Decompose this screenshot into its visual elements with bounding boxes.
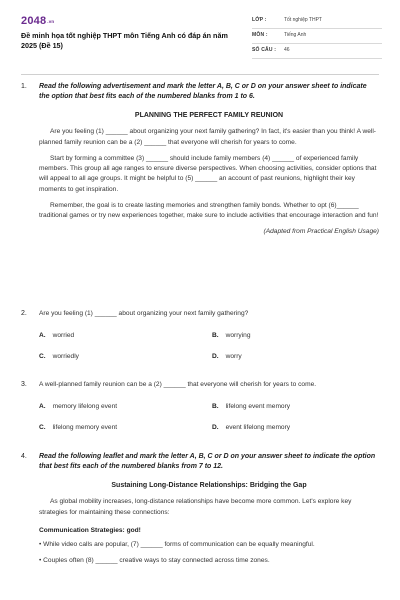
meta-row-question-count [252,44,382,59]
option-b[interactable] [212,331,251,341]
question-number: 4. [21,453,27,460]
option-b[interactable] [212,402,290,412]
passage-paragraph: Start by forming a committee (3) ______ should include family members (4) ______ of experienced family members. This group all age ranges to ensure diverse perspectives. When choosing activities, consider options that will appeal to all age groups. It might be helpful to (5) ______ an account of past reunions, highlight their key moments to get inspiration. [39,154,377,193]
option-letter: A. [39,331,46,339]
question-body [39,309,379,369]
logo-text: 2048 [21,15,47,27]
answer-options [39,331,379,369]
question-body [39,452,379,571]
option-letter: B. [212,402,219,410]
option-text: memory lifelong event [52,402,118,410]
answer-options [39,402,379,440]
question-instruction: Read the following advertisement and mark the letter A, B, C or D on your answer sheet to indicate the option that best fits each of the numbered blanks from 1 to 6. [39,83,367,101]
option-a[interactable] [39,402,117,412]
logo-suffix: .vn [47,19,55,24]
question-number: 2. [21,310,27,317]
option-letter: B. [212,331,219,339]
option-letter: C. [39,423,46,431]
passage-title: PLANNING THE PERFECT FAMILY REUNION [134,112,284,120]
meta-value: Tiếng Anh [284,32,307,39]
option-a[interactable] [39,331,74,341]
passage-paragraph: Are you feeling (1) ______ about organizing your next family gathering? In fact, it's easier than you think! A well-planned family reunion can be a (2) ______ that everyone will cherish for years to come. [39,128,377,146]
option-text: lifelong memory event [52,423,118,431]
option-d[interactable] [212,352,242,362]
bullet-item: • While video calls are popular, (7) ______ forms of communication can be equally meaningful. [39,541,315,549]
meta-label: SỐ CÂU : [252,47,277,54]
option-text: lifelong event memory [225,402,291,410]
meta-row-class [252,14,382,29]
question-stem: Are you feeling (1) ______ about organizing your next family gathering? [39,310,249,317]
document-title: Đề minh họa tốt nghiệp THPT môn Tiếng Anh có đáp án năm 2025 (Đề 15) [21,31,228,50]
option-letter: A. [39,402,46,410]
question-stem: A well-planned family reunion can be a (2) ______ that everyone will cherish for years to come. [39,381,317,388]
meta-label: LỚP : [252,17,267,24]
meta-value: 46 [284,47,290,54]
meta-value: Tốt nghiệp THPT [284,17,322,24]
option-c[interactable] [39,352,79,362]
question-instruction: Read the following leaflet and mark the letter A, B, C or D on your answer sheet to indicate the option that best fits each of the numbered blanks from 7 to 12. [39,453,376,471]
option-letter: C. [39,352,46,360]
option-text: worry [225,352,242,360]
passage-source: (Adapted from Practical English Usage) [263,228,379,236]
option-text: event lifelong memory [225,423,291,431]
option-d[interactable] [212,423,290,433]
passage-paragraph: Remember, the goal is to create lasting memories and strengthen family bonds. Whether to opt (6)______ traditional games or try new experiences together, make sure to include activities that encourage interaction and fun! [39,201,379,219]
site-logo[interactable] [21,14,54,30]
meta-label: MÔN : [252,32,268,39]
passage-paragraph: As global mobility increases, long-distance relationships have become more common. Let's explore key strategies for maintaining these connections: [39,498,352,516]
bullet-item: • Couples often (8) ______ creative ways to stay connected across time zones. [39,556,270,564]
option-c[interactable] [39,423,117,433]
question-number: 1. [21,83,27,90]
option-letter: D. [212,423,219,431]
option-text: worrying [225,331,251,339]
option-text: worried [52,331,75,339]
option-letter: D. [212,352,219,360]
question-body [39,380,379,440]
option-text: worriedly [52,352,79,360]
question-body [39,82,379,237]
page-header [0,0,400,70]
section-subheading: Communication Strategies: god! [39,526,141,534]
question-number: 3. [21,381,27,388]
exam-meta-table [252,14,382,59]
header-divider [21,74,379,75]
passage-title: Sustaining Long-Distance Relationships: Bridging the Gap [111,482,307,490]
meta-row-subject [252,29,382,44]
